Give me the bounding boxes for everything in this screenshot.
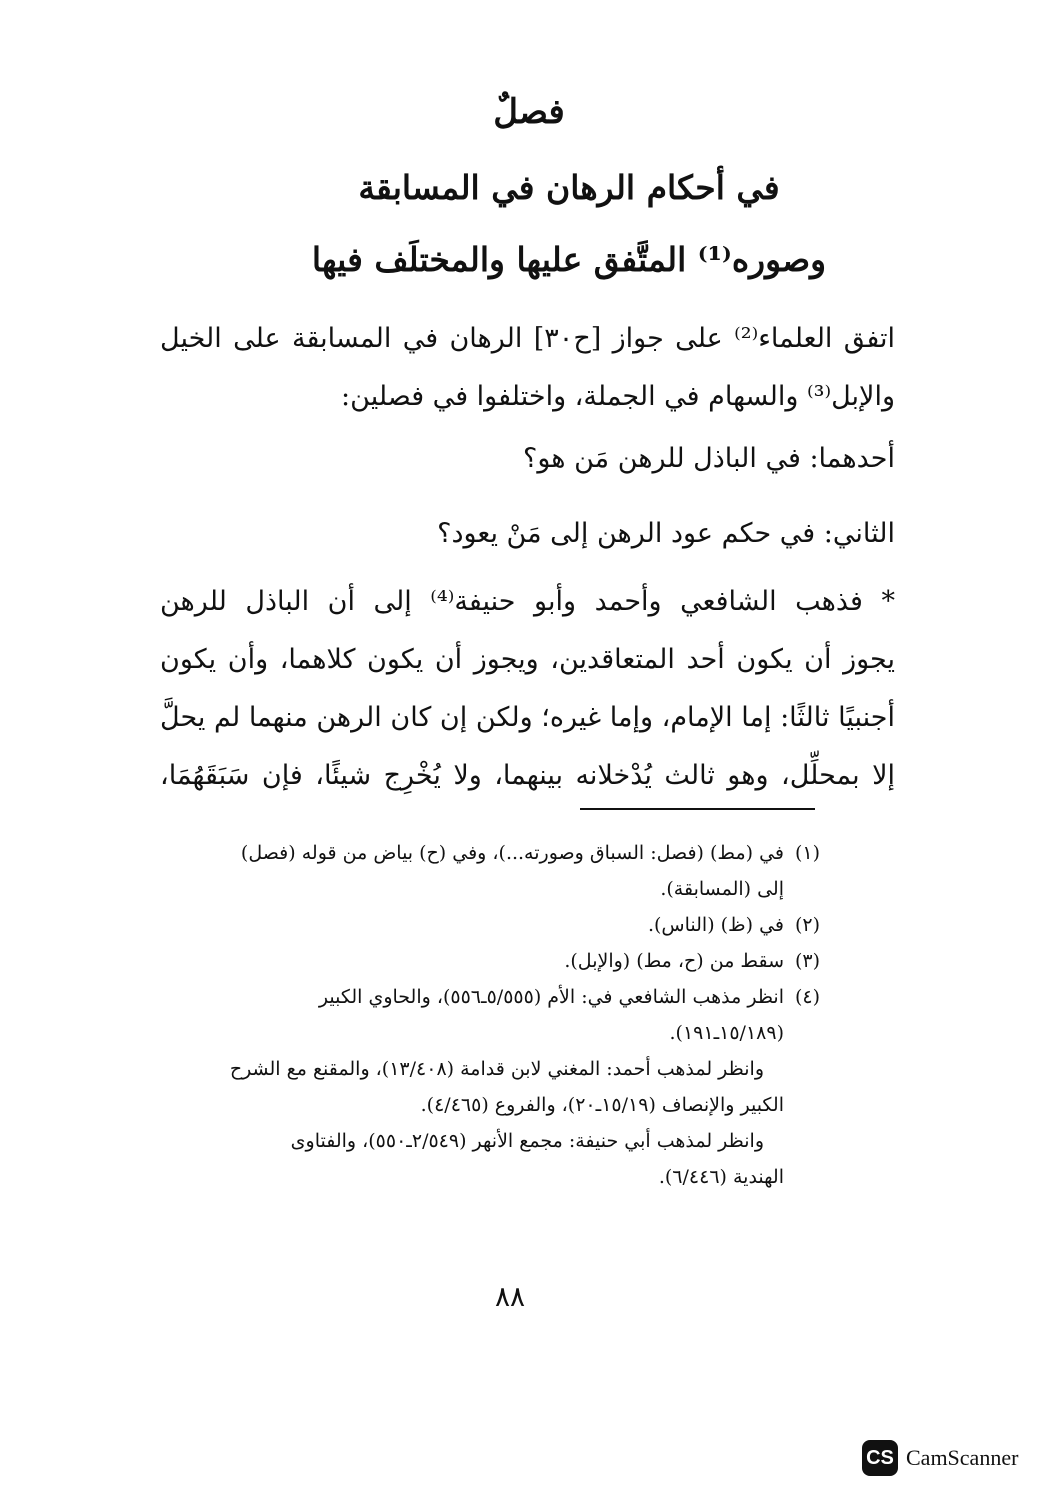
footnote-2 [160,907,820,943]
footnote-extra-line-1: وانظر لمذهب أحمد: المغني لابن قدامة (١٣/٤٠٨)، والمقنع مع الشرح [229,1058,764,1080]
paragraph-2-line-1: أحدهما: في الباذل للرهن مَن هو؟ [523,443,895,474]
paragraph-4-line-3: أجنبيًا ثالثًا: إما الإمام، وإما غيره؛ ولكن إن كان الرهن منهما لم يحلَّ [160,702,895,733]
footnote-3 [160,943,820,979]
page-number: ٨٨ [494,1280,526,1313]
footnote-4-extra-2 [160,1123,820,1195]
footnote-continuation: إلى (المسابقة). [660,878,784,900]
footnote-extra-line-2: الكبير والإنصاف (١٥/١٩ـ٢٠)، والفروع (٤/٤٦٥). [420,1094,784,1116]
camscanner-logo-icon: CS [862,1440,898,1476]
footnote-divider [580,808,815,810]
paragraph-2 [160,430,895,488]
paragraph-1-line-2: والإبل⁽³⁾ والسهام في الجملة، واختلفوا في فصلين: [341,381,895,412]
paragraph-4-line-1: * فذهب الشافعي وأحمد وأبو حنيفة⁽⁴⁾ إلى أن الباذل للرهن [160,586,895,617]
paragraph-3-line-1: الثاني: في حكم عود الرهن إلى مَنْ يعود؟ [437,518,895,549]
footnote-number: (٤) [794,986,820,1008]
section-title-line-1: في أحكام الرهان في المسابقة [358,168,780,207]
section-label: فصلٌ [493,92,565,132]
footnote-4 [160,979,820,1051]
footnote-4-extra-1 [160,1051,820,1123]
footnote-number: (١) [794,842,820,864]
camscanner-watermark [862,1440,1018,1476]
paragraph-4-line-4: إلا بمحلِّل، وهو ثالث يُدْخلانه بينهما، ولا يُخْرِج شيئًا، فإن سَبَقَهُمَا، [160,760,895,791]
footnote-text: في (ظ) (الناس). [647,914,784,936]
paragraph-1 [160,310,895,426]
footnote-text: في (مط) (فصل: السباق وصورته...)، وفي (ح) بياض من قوله (فصل) [240,842,784,864]
footnotes [160,835,820,1195]
camscanner-label: CamScanner [906,1445,1019,1470]
paragraph-1-line-1: اتفق العلماء⁽²⁾ على جواز [ح٣٠] الرهان في المسابقة على الخيل [160,323,895,354]
footnote-extra-line-1: وانظر لمذهب أبي حنيفة: مجمع الأنهر (٢/٥٤٩ـ٥٥٠)، والفتاوى [290,1130,764,1152]
footnote-number: (٣) [794,950,820,972]
footnote-1 [160,835,820,907]
footnote-extra-line-2: الهندية (٦/٤٤٦). [658,1166,784,1188]
footnote-continuation: (١٥/١٨٩ـ١٩١). [669,1022,784,1044]
paragraph-4-line-2: يجوز أن يكون أحد المتعاقدين، ويجوز أن يكون كلاهما، وأن يكون [160,644,895,675]
paragraph-3 [160,505,895,563]
paragraph-4 [160,573,895,805]
footnote-number: (٢) [794,914,820,936]
footnote-text: سقط من (ح، مط) (والإبل). [564,950,784,972]
footnote-text: انظر مذهب الشافعي في: الأم (٥/٥٥٥ـ٥٥٦)، والحاوي الكبير [318,986,784,1008]
section-title-line-2: وصوره⁽¹⁾ المتَّفق عليها والمختلَف فيها [311,240,827,279]
